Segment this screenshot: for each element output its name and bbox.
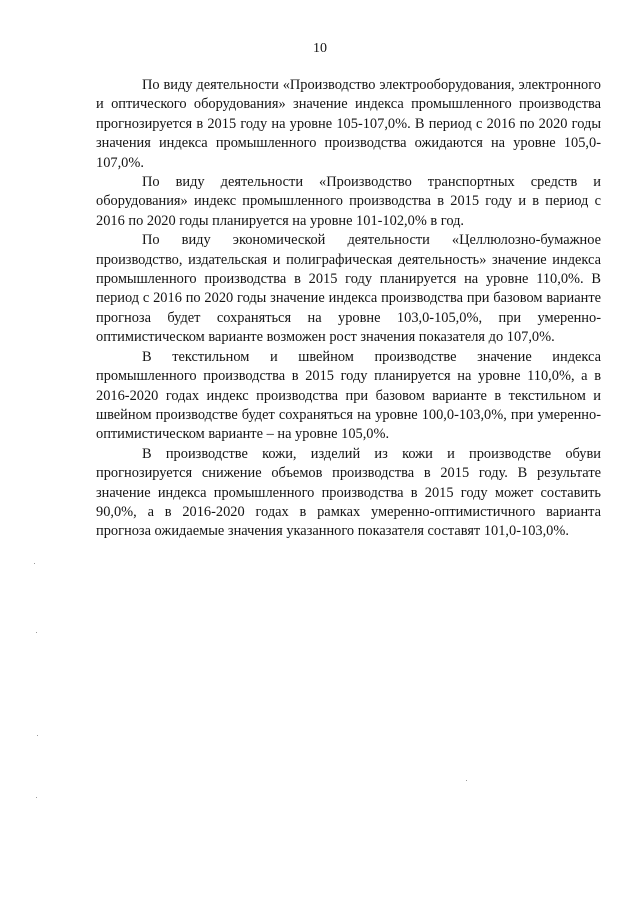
paragraph-textile-clothing: В текстильном и швейном производстве значение индекса промышленного производства в 2015 году планируется на уровне 110,0%, а в 2016-2020 годах индекс производства при базовом варианте в текстильном и швейном производстве будет сохраняться на уровне 100,0-103,0%, при умеренно-оптимистическом варианте – на уровне 105,0%.: [96, 348, 601, 443]
scan-speck: [36, 632, 37, 633]
document-body: [96, 76, 601, 542]
paragraph-pulp-paper-publishing: По виду экономической деятельности «Целлюлозно-бумажное производство, издательская и полиграфическая деятельность» значение индекса промышленного производства в 2015 году планируется на уровне 110,0%. В период с 2016 по 2020 годы значение индекса производства при базовом варианте прогноза будет сохраняться на уровне 103,0-105,0%, при умеренно-оптимистическом варианте возможен рост значения показателя до 107,0%.: [96, 232, 601, 346]
scan-speck: [36, 797, 37, 798]
paragraph-leather-footwear: В производстве кожи, изделий из кожи и производстве обуви прогнозируется снижение объемов производства в 2015 году. В результате значение индекса промышленного производства в 2015 году может составить 90,0%, а в 2016-2020 годах в рамках умеренно-оптимистичного варианта прогноза ожидаемые значения указанного показателя составят 101,0-103,0%.: [96, 445, 601, 540]
paragraph-electrical-equipment: По виду деятельности «Производство электрооборудования, электронного и оптического оборудования» значение индекса промышленного производства прогнозируется в 2015 году на уровне 105-107,0%. В период с 2016 по 2020 годы значения индекса промышленного производства ожидаются на уровне 105,0-107,0%.: [96, 77, 601, 171]
scan-speck: [34, 563, 35, 564]
scan-speck: [466, 780, 467, 781]
paragraph-transport-vehicles: По виду деятельности «Производство транспортных средств и оборудования» индекс промышленного производства в 2015 году и в период с 2016 по 2020 годы планируется на уровне 101-102,0% в год.: [96, 174, 601, 229]
page-number: 10: [313, 41, 327, 56]
scan-speck: [37, 735, 38, 736]
